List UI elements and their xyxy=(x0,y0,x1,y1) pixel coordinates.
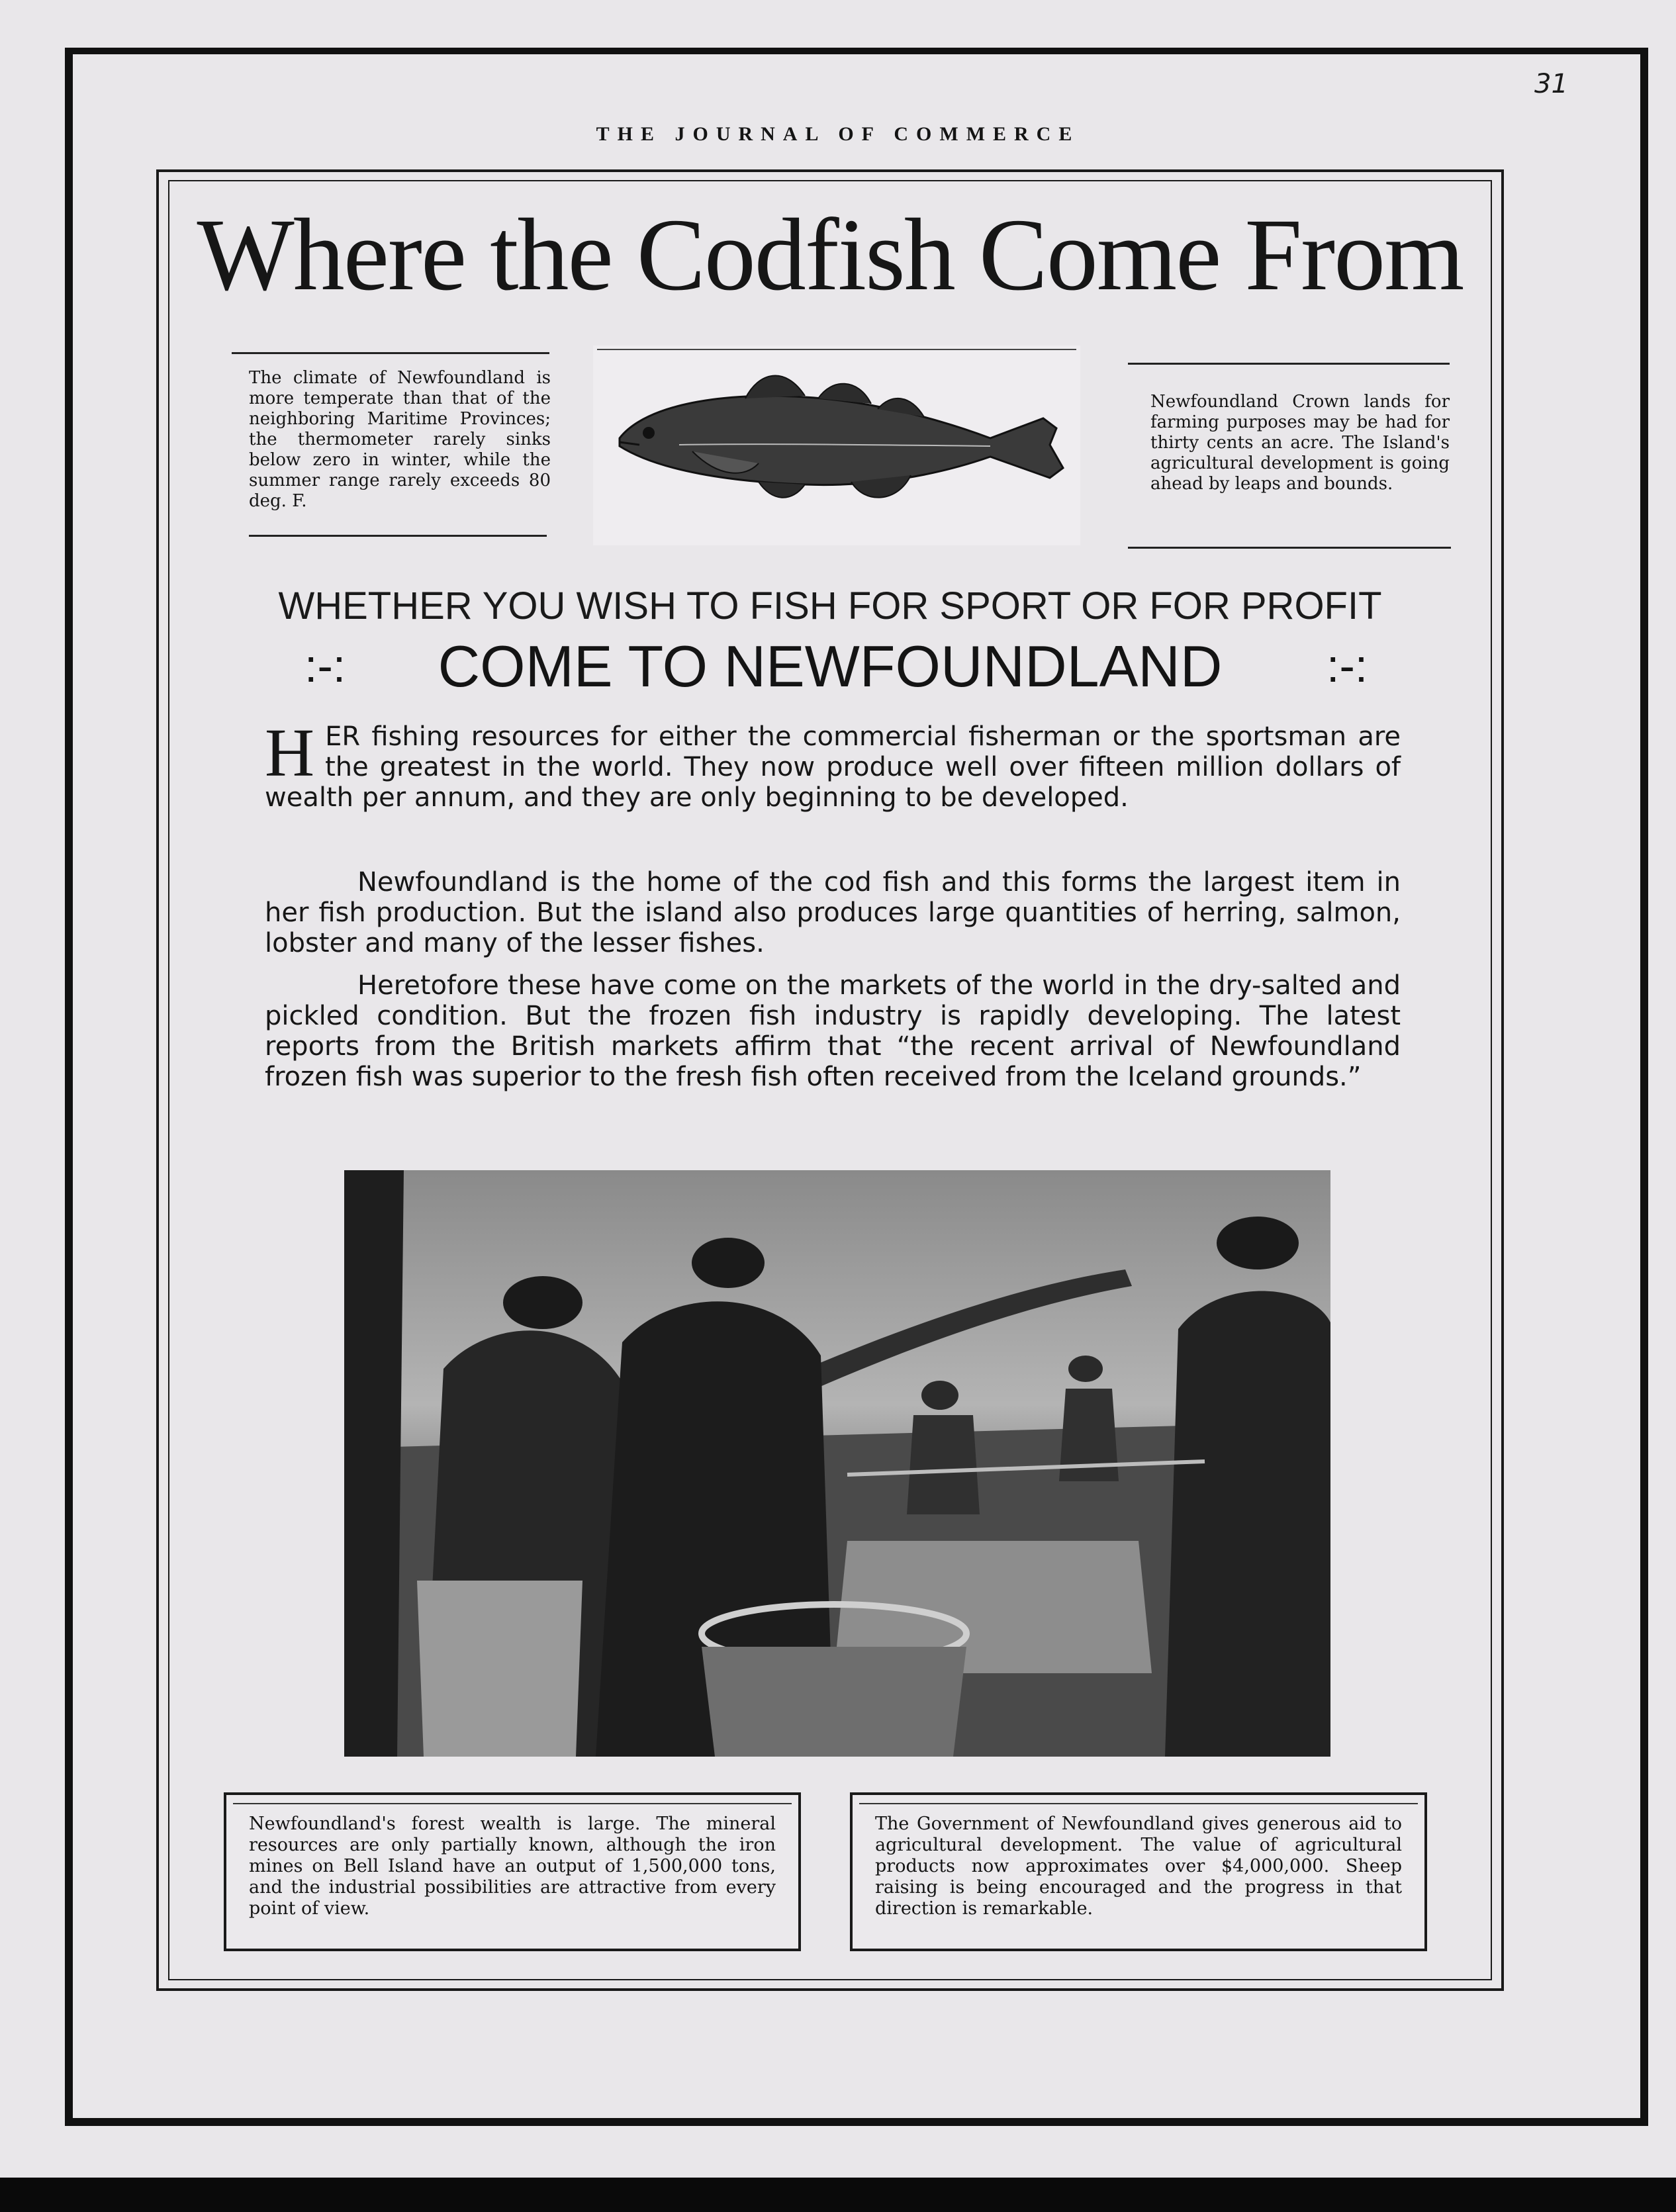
caption-right-text: The Government of Newfoundland gives generous aid to agricultural development. The value of agricultural products now approximates over $4,000,000. Sheep raising is being encouraged and the progress in that direction is remarkable. xyxy=(875,1814,1402,1919)
right-note-top-rule xyxy=(1128,363,1450,365)
body-paragraph-3: Heretofore these have come on the markets of the world in the dry-salted and pickled condition. But the frozen fish industry is rapidly developing. The latest reports from the British markets affirm that “the recent arrival of Newfoundland frozen fish was superior to the fresh fish often received from the Iceland grounds.” xyxy=(265,970,1401,1092)
left-side-note: The climate of Newfoundland is more temperate than that of the neighboring Maritime Provinces; the thermometer rarely sinks below zero in winter, while the summer range rarely exceeds 80 deg. F. xyxy=(249,368,551,511)
fishing-deck-photo-icon xyxy=(344,1170,1330,1757)
right-side-note: Newfoundland Crown lands for farming purposes may be had for thirty cents an acre. The Island's agricultural development is going ahead by leaps and bounds. xyxy=(1150,392,1450,494)
caption-left-text: Newfoundland's forest wealth is large. The mineral resources are only partially known, although the iron mines on Bell Island have an output of 1,500,000 tons, and the industrial possibilities are attractive from every point of view. xyxy=(249,1814,776,1919)
codfish-icon xyxy=(593,346,1080,545)
body-paragraph-1 xyxy=(265,715,1401,813)
left-note-bottom-rule xyxy=(249,535,547,537)
left-note-top-rule xyxy=(232,352,549,354)
come-line-ornament-left: :-: xyxy=(304,640,346,692)
caption-box-agriculture xyxy=(850,1792,1427,1951)
come-to-newfoundland: COME TO NEWFOUNDLAND xyxy=(438,633,1223,699)
ad-headline: Where the Codfish Come From xyxy=(197,197,1464,312)
caption-box-forest-minerals xyxy=(224,1792,801,1951)
caption-box-left-rule xyxy=(233,1803,792,1804)
ad-tagline: WHETHER YOU WISH TO FISH FOR SPORT OR FOR PROFIT xyxy=(278,584,1382,627)
fishermen-photograph xyxy=(344,1170,1330,1757)
right-note-bottom-rule xyxy=(1128,547,1451,549)
body-paragraph-1-text: ER fishing resources for either the commercial fisherman or the sportsman are the greatest in the world. They now produce well over fifteen million dollars of wealth per annum, and they are only beginning to be developed. xyxy=(265,721,1401,813)
body-paragraph-2: Newfoundland is the home of the cod fish and this forms the largest item in her fish production. But the island also produces large quantities of herring, salmon, lobster and many of the lesser fishes. xyxy=(265,867,1401,958)
drop-cap: H xyxy=(265,715,315,791)
page-number: 31 xyxy=(1534,69,1568,99)
come-line-ornament-right: :-: xyxy=(1327,640,1368,692)
codfish-illustration xyxy=(593,346,1080,545)
caption-box-right-rule xyxy=(859,1803,1418,1804)
running-head: THE JOURNAL OF COMMERCE xyxy=(596,123,1080,145)
